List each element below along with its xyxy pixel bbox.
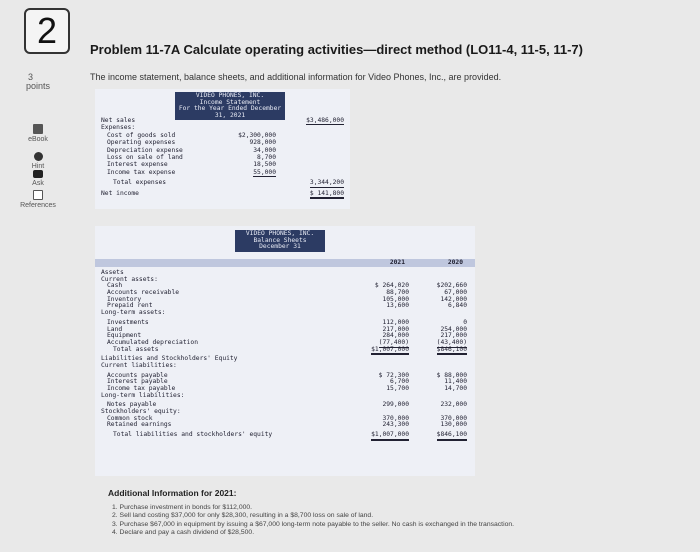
statement-row <box>101 179 346 186</box>
problem-title: Problem 11-7A Calculate operating activities—direct method (LO11-4, 11-5, 11-7) <box>90 42 583 57</box>
balance-sheet <box>95 226 475 476</box>
statement-row <box>101 320 471 327</box>
row-value-col1: $2,300,000 <box>238 131 276 139</box>
row-label: Current assets: <box>101 275 158 283</box>
row-value-col2: (43,400) <box>436 338 467 346</box>
row-value-col1: 13,600 <box>386 302 409 310</box>
row-label: Net sales <box>101 117 136 124</box>
row-label: Prepaid rent <box>107 302 153 310</box>
ask-icon <box>33 170 43 178</box>
statement-row <box>101 124 346 131</box>
row-value-col1: 299,000 <box>382 401 409 409</box>
row-label: Expenses: <box>101 124 136 132</box>
row-value-col1: 88,700 <box>386 289 409 297</box>
statement-row <box>101 422 471 429</box>
statement-row <box>101 154 346 161</box>
row-value-col1: $1,007,000 <box>371 432 409 441</box>
row-label: Operating expenses <box>107 139 176 147</box>
row-value-col2: 370,000 <box>440 414 467 422</box>
income-statement <box>95 89 350 209</box>
row-value-col2: 11,400 <box>444 378 467 386</box>
row-label: Total liabilities and stockholders' equity <box>113 431 273 439</box>
year-prior: 2020 <box>447 259 463 266</box>
row-value-col1: $ 264,020 <box>374 282 409 290</box>
row-value-col1: 105,000 <box>382 295 409 303</box>
sidebar-item-label: Ask <box>32 180 44 187</box>
row-value-col1: 6,700 <box>390 378 409 386</box>
row-value-col2: $202,660 <box>436 282 467 290</box>
row-value-col2: $3,486,000 <box>306 117 344 124</box>
row-value-col1: 8,700 <box>257 153 276 161</box>
additional-info-title: Additional Information for 2021: <box>108 488 237 498</box>
row-value-col2: 254,000 <box>440 325 467 333</box>
statement-row <box>101 297 471 304</box>
statement-row <box>101 327 471 334</box>
row-label: Assets <box>101 269 124 276</box>
statement-row <box>101 290 471 297</box>
statement-row <box>101 132 346 139</box>
income-statement-header <box>175 92 285 120</box>
row-value-col2: 67,000 <box>444 289 467 297</box>
row-value-col2: 142,000 <box>440 295 467 303</box>
row-value-col1: 370,000 <box>382 414 409 422</box>
row-value-col1: 18,500 <box>253 161 276 169</box>
points-label: points <box>26 81 51 91</box>
sidebar-item-references[interactable] <box>12 190 64 209</box>
statement-row <box>101 161 346 168</box>
row-value-col2: $846,100 <box>437 432 467 441</box>
statement-row <box>101 190 346 197</box>
balance-sheet-rows <box>101 270 471 439</box>
company-name: VIDEO PHONES, INC. <box>195 92 265 99</box>
year-header <box>95 259 475 267</box>
row-value-col2: 130,000 <box>440 421 467 429</box>
statement-row <box>101 363 471 370</box>
year-current: 2021 <box>389 259 405 266</box>
row-label: Liabilities and Stockholders' Equity <box>101 355 238 363</box>
company-name: VIDEO PHONES, INC. <box>245 230 315 237</box>
row-value-col1: 55,000 <box>253 168 276 176</box>
row-label: Interest payable <box>107 378 168 386</box>
row-label: Accounts receivable <box>107 289 180 297</box>
statement-row <box>101 393 471 400</box>
statement-row <box>101 347 471 354</box>
row-label: Loss on sale of land <box>107 153 183 161</box>
row-label: Interest expense <box>107 161 168 169</box>
question-number: 2 <box>24 8 70 54</box>
additional-info-item: 2. Sell land costing $37,000 for only $28,300, resulting in a $8,700 loss on sale of land. <box>112 512 374 520</box>
statement-row <box>101 169 346 176</box>
statement-row <box>101 310 471 317</box>
row-label: Net income <box>101 189 139 197</box>
statement-row <box>101 277 471 284</box>
row-value-col2: 217,000 <box>440 332 467 340</box>
sidebar-item-label: eBook <box>28 136 48 143</box>
statement-date: December 31 <box>259 243 301 250</box>
row-value-col1: 284,000 <box>382 332 409 340</box>
statement-name: Income Statement <box>199 98 261 106</box>
statement-row <box>101 432 471 439</box>
statement-name: Balance Sheets <box>253 236 307 244</box>
row-value-col1: 217,000 <box>382 325 409 333</box>
row-value-col1: $1,007,000 <box>371 347 409 356</box>
row-value-col2: 6,840 <box>448 302 467 310</box>
row-label: Accumulated depreciation <box>107 338 198 346</box>
statement-row <box>101 117 346 124</box>
row-label: Depreciation expense <box>107 146 183 154</box>
row-label: Total assets <box>113 345 159 353</box>
income-statement-rows <box>101 117 346 197</box>
balance-sheet-header <box>235 230 325 252</box>
row-label: Cost of goods sold <box>107 131 176 139</box>
row-value-col1: (77,400) <box>378 338 409 346</box>
row-label: Cash <box>107 282 123 290</box>
row-label: Land <box>107 325 123 333</box>
row-label: Income tax payable <box>107 385 176 392</box>
row-value-col1: 15,700 <box>386 385 409 392</box>
row-label: Long-term assets: <box>101 309 166 317</box>
sidebar-item-ebook[interactable] <box>12 124 64 143</box>
statement-row <box>101 139 346 146</box>
row-label: Stockholders' equity: <box>101 408 181 416</box>
additional-info-item: 4. Declare and pay a cash dividend of $28,500. <box>112 528 255 536</box>
row-label: Total expenses <box>113 179 167 187</box>
book-icon <box>33 124 43 134</box>
row-label: Notes payable <box>107 401 157 409</box>
row-value-col2: 232,000 <box>440 401 467 409</box>
row-value-col2: 3,344,200 <box>309 179 344 187</box>
statement-row <box>101 409 471 416</box>
row-value-col2: $846,100 <box>437 347 467 356</box>
row-label: Investments <box>107 318 149 326</box>
additional-info-item: 3. Purchase $67,000 in equipment by issuing a $67,000 long-term note payable to the seller. No cash is exchanged in the transaction. <box>112 520 515 528</box>
sidebar-item-ask[interactable] <box>12 170 64 187</box>
row-value-col1: 243,300 <box>382 421 409 429</box>
additional-info-list <box>112 504 672 537</box>
row-label: Long-term liabilities: <box>101 391 185 399</box>
row-label: Accounts payable <box>107 371 168 379</box>
row-value-col1: 112,000 <box>382 318 409 326</box>
additional-info-item: 1. Purchase investment in bonds for $112,000. <box>112 504 253 511</box>
statement-row <box>101 147 346 154</box>
row-label: Current liabilities: <box>101 361 177 369</box>
row-label: Income tax expense <box>107 168 176 176</box>
row-value-col1: 34,000 <box>253 146 276 154</box>
row-value-col2: $ 141,800 <box>310 190 344 199</box>
statement-period: For the Year Ended December 31, 2021 <box>178 105 282 119</box>
problem-intro: The income statement, balance sheets, and additional information for Video Phones, Inc., are provided. <box>90 72 502 82</box>
sidebar-item-hint[interactable] <box>12 152 64 170</box>
row-label: Equipment <box>107 332 142 340</box>
row-value-col2: 14,700 <box>444 385 467 392</box>
row-value-col1: $ 72,300 <box>378 371 409 379</box>
points-value: 3 <box>28 72 34 82</box>
row-value-col1: 928,000 <box>249 139 276 147</box>
row-label: Common stock <box>107 414 153 422</box>
sidebar-item-label: References <box>20 202 56 209</box>
references-icon <box>33 190 43 200</box>
row-label: Retained earnings <box>107 421 172 429</box>
row-value-col2: $ 88,000 <box>436 371 467 379</box>
hint-icon <box>34 152 43 161</box>
row-value-col2: 0 <box>463 318 467 326</box>
row-label: Inventory <box>107 295 142 303</box>
sidebar-item-label: Hint <box>31 163 45 170</box>
